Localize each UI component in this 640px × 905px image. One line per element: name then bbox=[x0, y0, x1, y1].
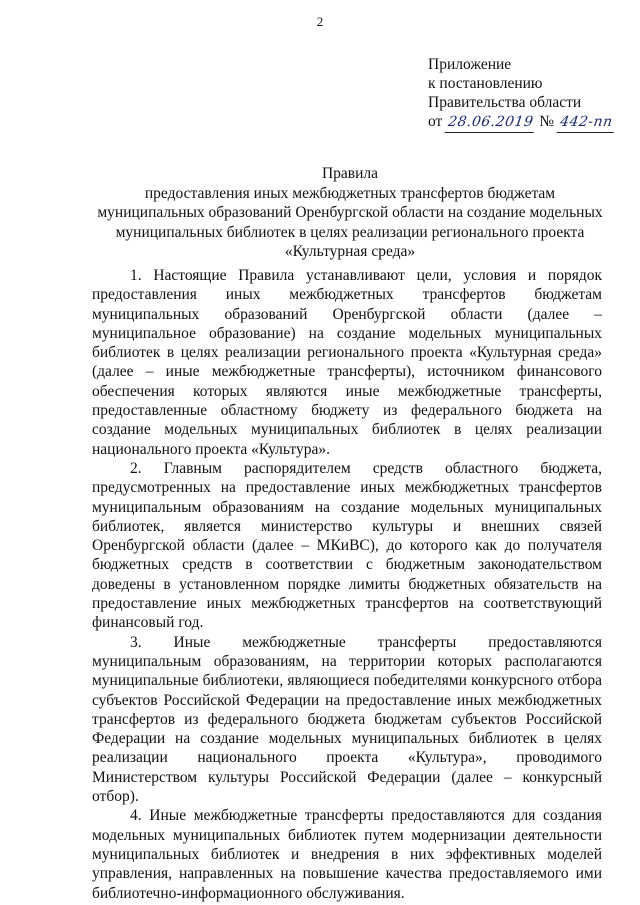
title-line-1: предоставления иных межбюджетных трансфертов бюджетам bbox=[144, 184, 556, 202]
title-line-4: «Культурная среда» bbox=[284, 243, 416, 260]
title-line-2: муниципальных образований Оренбургской области на создание модельных bbox=[97, 204, 603, 221]
number-label: № bbox=[539, 113, 555, 130]
paragraph-2: 2. Главным распорядителем средств областного бюджета, предусмотренных на предоставление иных межбюджетных трансфертов муниципальным образованиям на создание модельных муниципальных библиотек, является министерство культуры и внешних связей Оренбургской области (далее – МКиВС), до которого как до получателя бюджетных средств в соответствии с бюджетным законодательством доведены в установленном порядке лимиты бюджетных обязательств на предоставление иных межбюджетных трансфертов на соответствующий финансовый год. bbox=[92, 459, 602, 632]
appendix-line-2: к постановлению bbox=[428, 75, 543, 92]
title-line-3: муниципальных библиотек в целях реализации регионального проекта bbox=[115, 223, 585, 241]
paragraph-1: 1. Настоящие Правила устанавливают цели, условия и порядок предоставления иных межбюджетных трансфертов бюджетам муниципальных образований Оренбургской области (далее – муниципальное образование) на создание модельных муниципальных библиотек в целях реализации регионального проекта «Культурная среда» (далее – иные межбюджетные трансферты), источником финансового обеспечения которых являются иные межбюджетные трансферты, предоставленные областному бюджету из федерального бюджета на создание модельных муниципальных библиотек в целях реализации национального проекта «Культура». bbox=[92, 267, 602, 458]
page-number: 2 bbox=[316, 14, 324, 29]
document-title bbox=[60, 164, 640, 262]
title-heading: Правила bbox=[321, 165, 379, 182]
appendix-line-1: Приложение bbox=[428, 56, 512, 73]
paragraph-3: 3. Иные межбюджетные трансферты предоставляются муниципальным образованиям, на территории которых располагаются муниципальные библиотеки, являющиеся победителями конкурсного отбора субъектов Российской Федерации на предоставление иных межбюджетных трансфертов из федерального бюджета бюджетам субъектов Российской Федерации на создание модельных муниципальных библиотек в целях реализации национального проекта «Культура», проводимого Министерством культуры Российской Федерации (далее – конкурсный отбор). bbox=[92, 633, 602, 806]
document-body bbox=[92, 266, 602, 903]
appendix-line-3: Правительства области bbox=[428, 94, 582, 111]
handwritten-number: 442-пп bbox=[557, 113, 616, 133]
from-label: от bbox=[428, 113, 443, 130]
paragraph-4: 4. Иные межбюджетные трансферты предоставляются для создания модельных муниципальных библиотек путем модернизации деятельности муниципальных библиотек и внедрения в них эффективных моделей управления, направленных на повышение качества предоставляемого ими библиотечно-информационного обслуживания. bbox=[92, 807, 602, 902]
handwritten-date: 28.06.2019 bbox=[445, 113, 537, 133]
appendix-date-line bbox=[428, 112, 614, 133]
appendix-block bbox=[428, 55, 614, 133]
